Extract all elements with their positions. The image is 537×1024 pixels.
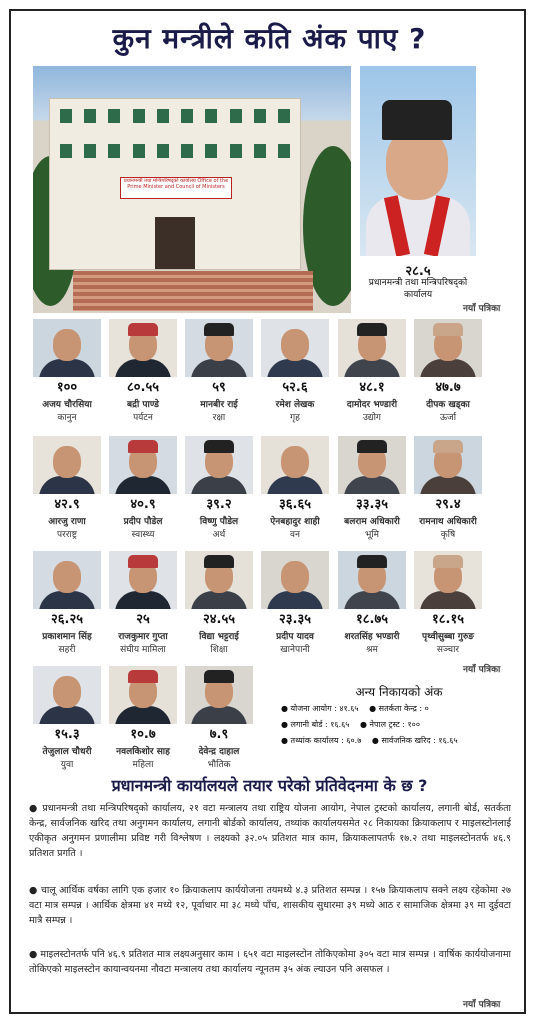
minister-name: प्रदीप पौडेल	[123, 517, 163, 527]
minister-name: दीपक खड्का	[426, 400, 470, 410]
minister-card	[185, 666, 253, 774]
minister-score: ५२.६	[282, 380, 308, 395]
minister-name: मानबीर राई	[200, 400, 238, 410]
minister-card	[261, 436, 329, 544]
minister-score: १५.३	[54, 727, 80, 742]
page-title: कुन मन्त्रीले कति अंक पाए ?	[112, 22, 427, 55]
pm-photo	[360, 66, 476, 256]
minister-ministry: वन	[290, 530, 300, 540]
building-facade	[49, 98, 301, 270]
minister-name: राजकुमार गुप्ता	[118, 632, 168, 642]
minister-score: ३३.३५	[356, 497, 388, 512]
minister-name: नवलकिशोर साह	[116, 747, 170, 757]
minister-score: ७.९	[209, 727, 229, 742]
credit-middle: नयाँ पत्रिका	[463, 665, 501, 675]
minister-card	[414, 319, 482, 427]
minister-ministry: संघीय मामिला	[120, 645, 166, 655]
minister-ministry: परराष्ट्र	[56, 530, 78, 540]
minister-score: २४.५५	[203, 612, 235, 627]
minister-name: शरतसिंह भण्डारी	[344, 632, 400, 642]
other-body-item: ● योजना आयोग : ४१.६५	[281, 704, 359, 713]
other-bodies-row	[281, 719, 501, 730]
minister-ministry: अर्थ	[212, 530, 226, 540]
minister-photo	[109, 436, 177, 494]
minister-photo	[33, 319, 101, 377]
minister-name: ऐनबहादुर शाही	[270, 517, 320, 527]
minister-score: १८.७५	[356, 612, 388, 627]
minister-card	[109, 551, 177, 659]
minister-photo	[261, 319, 329, 377]
minister-photo	[185, 551, 253, 609]
minister-name: विद्या भट्टराई	[199, 632, 239, 642]
minister-name: देवेन्द्र दाहाल	[198, 747, 240, 757]
minister-score: १००	[56, 380, 78, 395]
minister-card	[185, 551, 253, 659]
minister-name: रमेश लेखक	[275, 400, 315, 410]
minister-photo	[185, 319, 253, 377]
minister-card	[261, 551, 329, 659]
other-bodies-row	[281, 703, 501, 714]
minister-photo	[185, 666, 253, 724]
minister-ministry: श्रम	[366, 645, 378, 655]
minister-ministry: रक्षा	[212, 413, 226, 423]
minister-photo	[414, 551, 482, 609]
minister-ministry: भूमि	[364, 530, 380, 540]
minister-photo	[33, 436, 101, 494]
minister-photo	[261, 436, 329, 494]
minister-score: २५	[136, 612, 150, 627]
minister-name: पृथ्वीसुब्बा गुरुङ	[422, 632, 474, 642]
minister-photo	[338, 319, 406, 377]
minister-photo	[261, 551, 329, 609]
minister-score: ४८.१	[359, 380, 385, 395]
minister-photo	[109, 319, 177, 377]
minister-ministry: पर्यटन	[133, 413, 153, 423]
minister-photo	[338, 436, 406, 494]
minister-card	[338, 319, 406, 427]
minister-ministry: कानुन	[57, 413, 77, 423]
minister-ministry: उद्योग	[362, 413, 381, 423]
pm-score: २८.५	[405, 264, 431, 279]
report-paragraph-2: ● चालू आर्थिक वर्षका लागि एक हजार १० क्रियाकलाप कार्ययोजना तयमध्ये ४.३ प्रतिशत सम्पन्न । १५७ क्रियाकलाप सक्ने लक्ष्य रहेकोमा २७ वटा मात्र सम्पन्न । आर्थिक क्षेत्रमा ४१ मध्ये १२, पूर्वाधार मा ३८ मध्ये पाँच, शासकीय सुधारमा ३९ मध्ये आठ र सामाजिक क्षेत्रमा ३९ मा दुईवटा मात्रै सम्पन्न ।	[29, 885, 511, 926]
minister-name: रामनाथ अधिकारी	[419, 517, 477, 527]
minister-card	[109, 319, 177, 427]
minister-score: ४७.७	[435, 380, 461, 395]
minister-score: १०.७	[130, 727, 156, 742]
minister-name: बद्री पाण्डे	[127, 400, 159, 410]
minister-card	[109, 666, 177, 774]
minister-name: प्रकाशमान सिंह	[42, 632, 92, 642]
minister-photo	[414, 319, 482, 377]
minister-photo	[185, 436, 253, 494]
other-body-item: ● तथ्यांक कार्यालय : ६०.७	[281, 736, 362, 745]
report-paragraph-3: ● माइलस्टोनतर्फ पनि ४६.९ प्रतिशत मात्र लक्ष्यअनुसार काम । ६५१ वटा माइलस्टोन तोकिएकोमा ३०५ वटा मात्र सम्पन्न । वार्षिक कार्ययोजनामा तोकिएको माइलस्टोन कायान्वयनमा नौवटा मन्त्रालय तथा कार्यालय न्यूनतम ३५ अंक ल्याउन पनि असफल ।	[29, 949, 511, 975]
credit-top: नयाँ पत्रिका	[463, 304, 501, 314]
minister-ministry: भौतिक	[207, 760, 231, 770]
minister-ministry: सञ्चार	[436, 645, 460, 655]
other-body-item: ● सार्वजनिक खरिद : १६.६५	[371, 736, 458, 745]
minister-score: २९.४	[435, 497, 461, 512]
newspaper-frame	[9, 9, 526, 1014]
minister-photo	[338, 551, 406, 609]
minister-score: २६.२५	[51, 612, 83, 627]
pm-office-building-photo	[33, 66, 351, 313]
building-door	[155, 217, 195, 269]
minister-card	[261, 319, 329, 427]
other-body-item: ● नेपाल ट्रस्ट : १००	[360, 720, 420, 729]
minister-photo	[33, 551, 101, 609]
report-paragraph-1: ● प्रधानमन्त्री तथा मन्त्रिपरिषद्को कार्यालय, २१ वटा मन्त्रालय तथा राष्ट्रिय योजना आयोग, नेपाल ट्रस्टको कार्यालय, लगानी बोर्ड, सतर्कता केन्द्र, सार्वजनिक खरिद तथा अनुगमन कार्यालय, लगानी बोर्डको कार्यालय, तथ्यांक कार्यालयसमेत २८ निकायका क्रियाकलाप र माइलस्टोनलाई एकीकृत अनुगमन प्रणालीमा प्रविष्ट गरी विश्लेषण । लक्ष्यको ३२.०५ प्रतिशत मात्र काम, क्रियाकलापतर्फ १७.२ तथा माइलस्टोनतर्फ ४६.९ प्रतिशत प्रगति ।	[29, 803, 511, 859]
other-bodies-row	[281, 735, 501, 746]
minister-card	[33, 666, 101, 774]
minister-card	[109, 436, 177, 544]
minister-card	[414, 436, 482, 544]
minister-ministry: ऊर्जा	[439, 413, 457, 423]
minister-card	[33, 436, 101, 544]
minister-name: बलराम अधिकारी	[344, 517, 400, 527]
minister-name: तेजुलाल चौधरी	[42, 747, 92, 757]
minister-score: ३६.६५	[279, 497, 311, 512]
minister-ministry: युवा	[60, 760, 74, 770]
minister-photo	[109, 551, 177, 609]
minister-score: ५९	[212, 380, 226, 395]
minister-card	[33, 319, 101, 427]
minister-score: ४२.९	[54, 497, 80, 512]
minister-ministry: शिक्षा	[210, 645, 228, 655]
other-body-item: ● लगानी बोर्ड : १६.६५	[281, 720, 350, 729]
minister-name: आरजु राणा	[48, 517, 86, 527]
other-body-item: ● सतर्कता केन्द्र : ०	[369, 704, 429, 713]
minister-name: प्रदीप यादव	[276, 632, 314, 642]
building-sign: प्रधानमन्त्री तथा मन्त्रिपरिषद्को कार्यालय Office of the Prime Minister and Council of Ministers	[120, 177, 232, 199]
minister-card	[338, 551, 406, 659]
minister-ministry: गृह	[290, 413, 300, 423]
minister-card	[185, 436, 253, 544]
minister-photo	[414, 436, 482, 494]
minister-name: दामोदर भण्डारी	[346, 400, 398, 410]
minister-score: १८.१५	[432, 612, 464, 627]
minister-ministry: सहरी	[58, 645, 76, 655]
minister-score: ८०.५५	[127, 380, 159, 395]
minister-card	[185, 319, 253, 427]
minister-name: विष्णु पौडेल	[199, 517, 239, 527]
minister-score: ३९.२	[206, 497, 232, 512]
minister-ministry: स्वास्थ्य	[131, 530, 155, 540]
other-bodies-title: अन्य निकायको अंक	[355, 685, 443, 699]
minister-card	[33, 551, 101, 659]
minister-ministry: महिला	[132, 760, 154, 770]
minister-card	[414, 551, 482, 659]
building-stairs	[73, 271, 313, 311]
pm-office-label: प्रधानमन्त्री तथा मन्त्रिपरिषद्को कार्यालय	[368, 278, 468, 300]
minister-ministry: खानेपानी	[280, 645, 310, 655]
minister-card	[338, 436, 406, 544]
minister-ministry: कृषि	[440, 530, 456, 540]
minister-name: अजय चौरसिया	[42, 400, 92, 410]
minister-photo	[109, 666, 177, 724]
report-question-heading: प्रधानमन्त्री कार्यालयले तयार परेको प्रतिवेदनमा के छ ?	[111, 776, 428, 795]
minister-score: ४०.९	[130, 497, 156, 512]
minister-photo	[33, 666, 101, 724]
credit-bottom: नयाँ पत्रिका	[463, 1000, 501, 1010]
minister-score: २३.३५	[279, 612, 311, 627]
